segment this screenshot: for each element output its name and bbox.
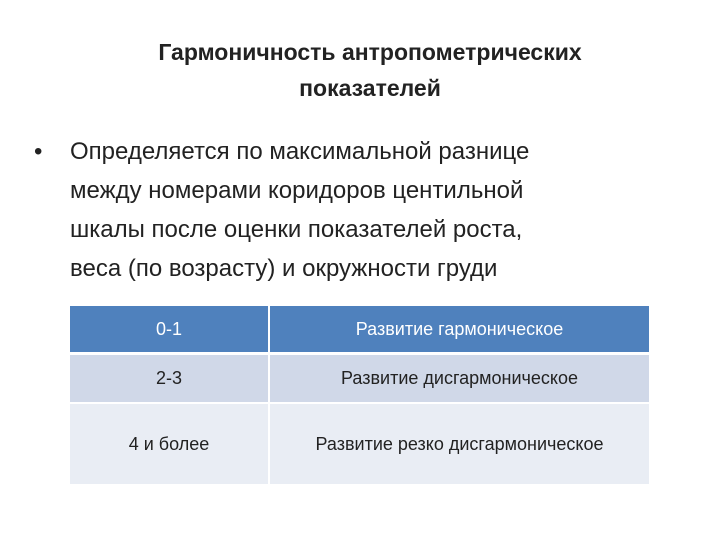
description-cell: Развитие гармоническое xyxy=(269,306,649,354)
slide-title xyxy=(60,34,680,106)
bullet-point xyxy=(34,132,694,288)
bullet-line: Определяется по максимальной разнице xyxy=(70,138,530,165)
table-row xyxy=(70,403,649,484)
range-cell: 0-1 xyxy=(70,306,269,354)
description-cell: Развитие дисгармоническое xyxy=(269,354,649,404)
range-cell: 4 и более xyxy=(70,403,269,484)
bullet-line: между номерами коридоров центильной xyxy=(70,177,524,204)
table-row xyxy=(70,354,649,404)
range-cell: 2-3 xyxy=(70,354,269,404)
harmony-table xyxy=(70,306,649,484)
bullet-text xyxy=(70,132,694,288)
bullet-line: шкалы после оценки показателей роста, xyxy=(70,216,523,243)
table-row xyxy=(70,306,649,354)
slide-title-line-1: Гармоничность антропометрических xyxy=(158,39,582,65)
bullet-marker: • xyxy=(34,138,43,165)
slide-title-line-2: показателей xyxy=(299,75,441,101)
description-cell: Развитие резко дисгармоническое xyxy=(269,403,649,484)
bullet-line: веса (по возрасту) и окружности груди xyxy=(70,255,498,282)
